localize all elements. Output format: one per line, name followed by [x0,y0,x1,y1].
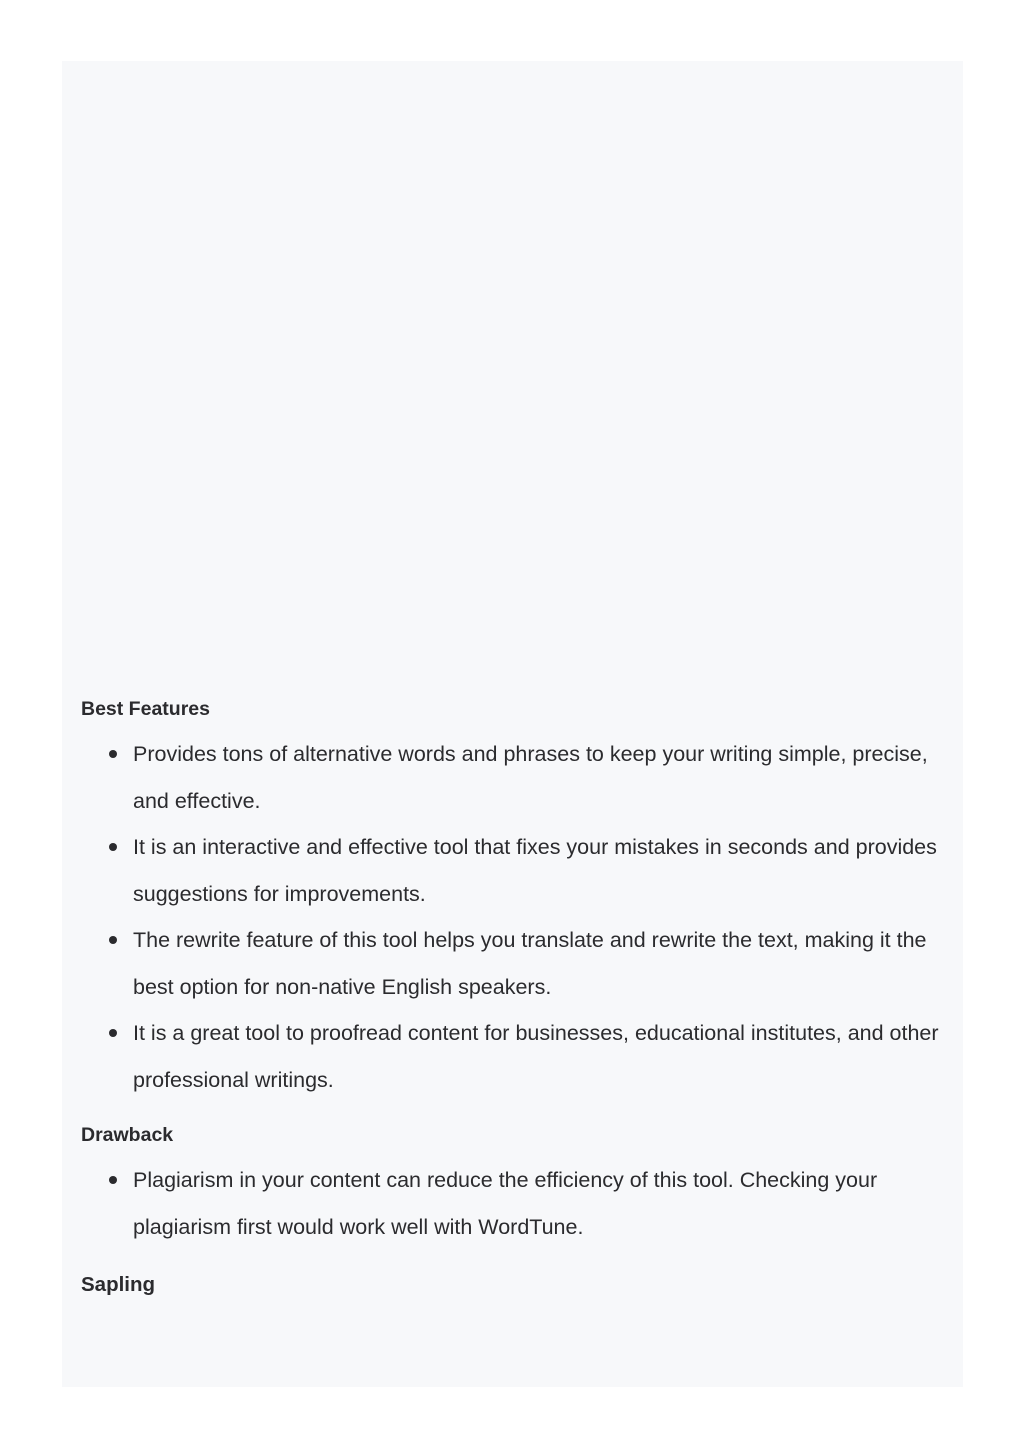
bullet-icon [109,936,117,944]
list-item [81,731,943,824]
sapling-heading: Sapling [81,1273,156,1296]
article-content [81,697,943,1297]
drawback-heading: Drawback [81,1124,174,1146]
list-item [81,1010,943,1103]
list-item-text: It is a great tool to proofread content for businesses, educational institutes, and other professional writings. [133,1021,939,1092]
list-item [81,824,943,917]
list-item-text: It is an interactive and effective tool that fixes your mistakes in seconds and provides suggestions for improvements. [133,835,937,906]
best-features-list [81,731,943,1103]
list-item-text: Plagiarism in your content can reduce the efficiency of this tool. Checking your plagiarism first would work well with WordTune. [133,1168,878,1239]
bullet-icon [109,750,117,758]
drawback-list [81,1157,943,1250]
list-item-text: The rewrite feature of this tool helps you translate and rewrite the text, making it the best option for non-native English speakers. [133,928,927,999]
list-item [81,1157,943,1250]
bullet-icon [109,1029,117,1037]
bullet-icon [109,843,117,851]
list-item-text: Provides tons of alternative words and phrases to keep your writing simple, precise, and effective. [133,742,928,813]
bullet-icon [109,1176,117,1184]
best-features-heading: Best Features [81,698,210,720]
list-item [81,917,943,1010]
document-card [62,61,963,1387]
